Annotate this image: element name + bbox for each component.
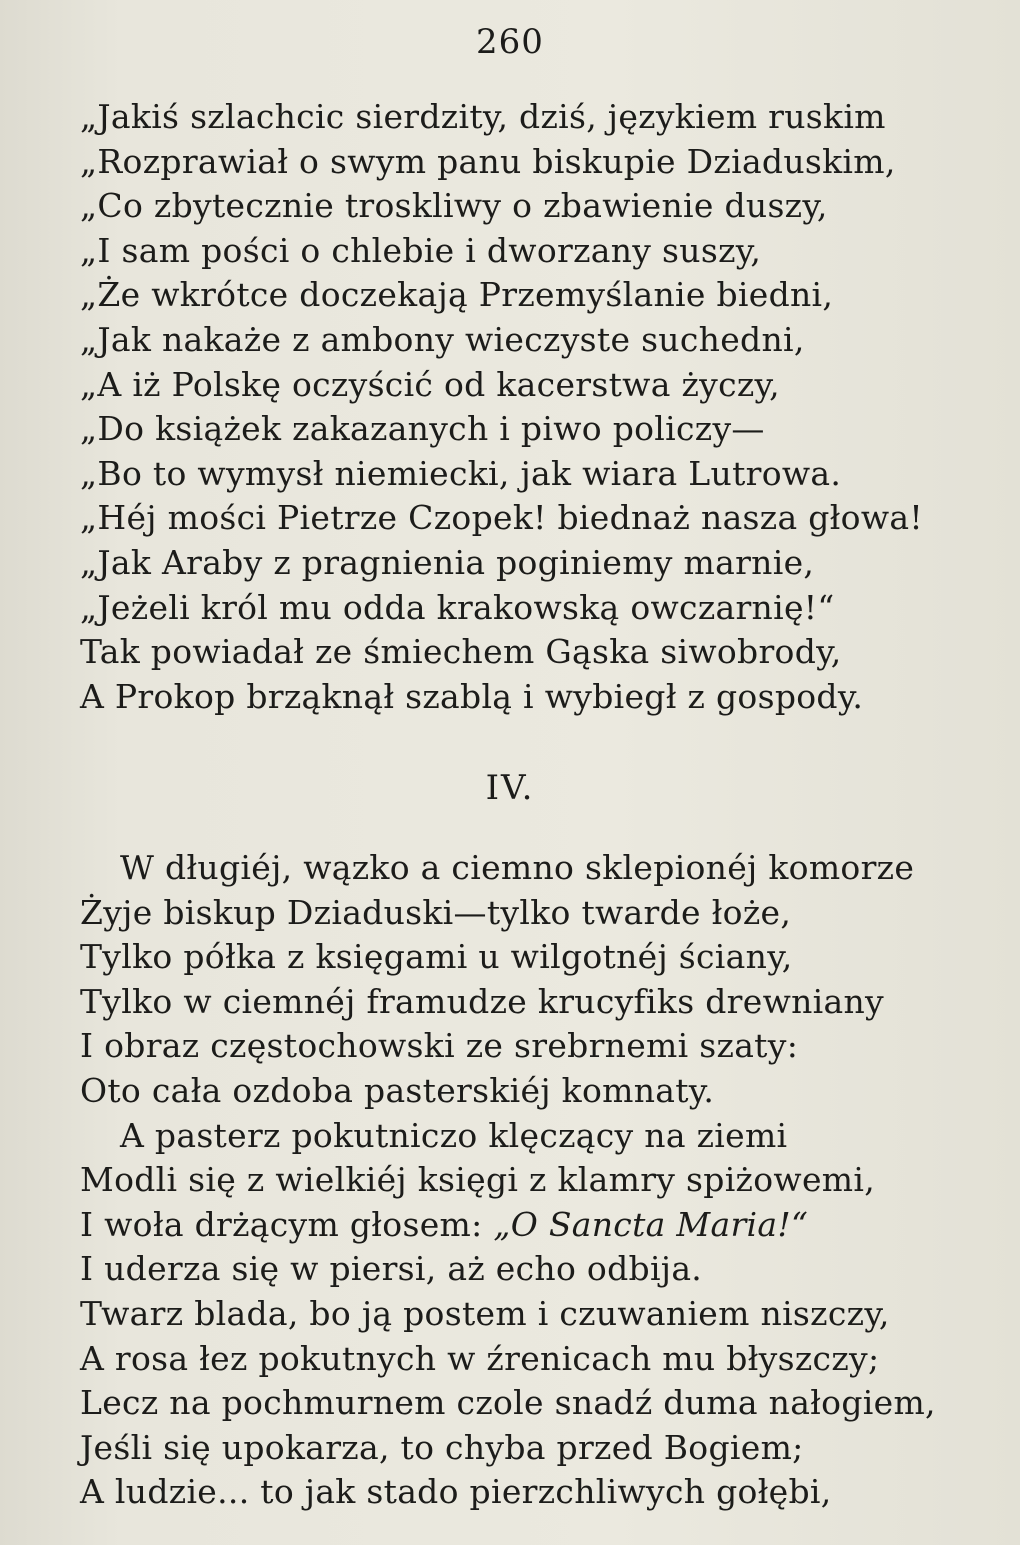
verse-line: Żyje biskup Dziaduski—tylko twarde łoże, <box>80 892 792 932</box>
verse-line: „Jak nakaże z ambony wieczyste suchedni, <box>80 319 805 359</box>
verse-line: Tylko w ciemnéj framudze krucyfiks drewniany <box>80 981 884 1021</box>
verse-line: „Jakiś szlachcic sierdzity, dziś, językiem ruskim <box>80 97 886 136</box>
verse-line: „Jeżeli król mu odda krakowską owczarnię!“ <box>80 587 835 627</box>
verse-line: I uderza się w piersi, aż echo odbija. <box>80 1249 703 1289</box>
verse-line: W długiéj, wązko a ciemno sklepionéj komorze <box>120 848 915 887</box>
verse-line: Oto cała ozdoba pasterskiéj komnaty. <box>80 1070 715 1110</box>
verse-line: Lecz na pochmurnem czole snadź duma nałogiem, <box>80 1383 936 1423</box>
verse-line: „Bo to wymysł niemiecki, jak wiara Lutrowa. <box>80 453 842 493</box>
verse-line: Modli się z wielkiéj księgi z klamry spiżowemi, <box>80 1160 876 1200</box>
call-prefix: I woła drżącym głosem: <box>80 1204 494 1244</box>
verse-line: „Co zbytecznie troskliwy o zbawienie duszy, <box>80 186 828 226</box>
verse-line: „Rozprawiał o swym panu biskupie Dziaduskim, <box>80 141 896 181</box>
verse-line: Tak powiadał ze śmiechem Gąska siwobrody, <box>80 632 842 672</box>
verse-stanza-2 <box>80 846 940 1515</box>
verse-line: A rosa łez pokutnych w źrenicach mu błyszczy; <box>80 1338 880 1378</box>
verse-line-call <box>80 1203 940 1248</box>
verse-line: „Héj mości Pietrze Czopek! biednaż nasza głowa! <box>80 498 923 538</box>
verse-stanza-1 <box>80 95 940 719</box>
verse-line: I obraz częstochowski ze srebrnemi szaty: <box>80 1026 799 1066</box>
verse-line: Tylko półka z księgami u wilgotnéj ściany, <box>80 937 793 977</box>
verse-line: „Do książek zakazanych i piwo policzy— <box>80 409 765 449</box>
verse-line: „Jak Araby z pragnienia poginiemy marnie, <box>80 542 815 582</box>
verse-line: A Prokop brząknął szablą i wybiegł z gospody. <box>80 676 864 716</box>
page-number: 260 <box>476 22 544 62</box>
section-heading: IV. <box>485 768 535 808</box>
verse-line: „A iż Polskę oczyścić od kacerstwa życzy, <box>80 364 780 404</box>
verse-line: A ludzie... to jak stado pierzchliwych gołębi, <box>80 1472 832 1512</box>
verse-line: „I sam pości o chlebie i dworzany suszy, <box>80 230 762 270</box>
verse-line: „Że wkrótce doczekają Przemyślanie biedni, <box>80 275 834 315</box>
latin-invocation: „O Sancta Maria!“ <box>493 1204 809 1244</box>
verse-line: Twarz blada, bo ją postem i czuwaniem niszczy, <box>80 1293 890 1333</box>
verse-line: Jeśli się upokarza, to chyba przed Bogiem; <box>80 1427 804 1467</box>
verse-line: A pasterz pokutniczo klęczący na ziemi <box>120 1115 788 1155</box>
